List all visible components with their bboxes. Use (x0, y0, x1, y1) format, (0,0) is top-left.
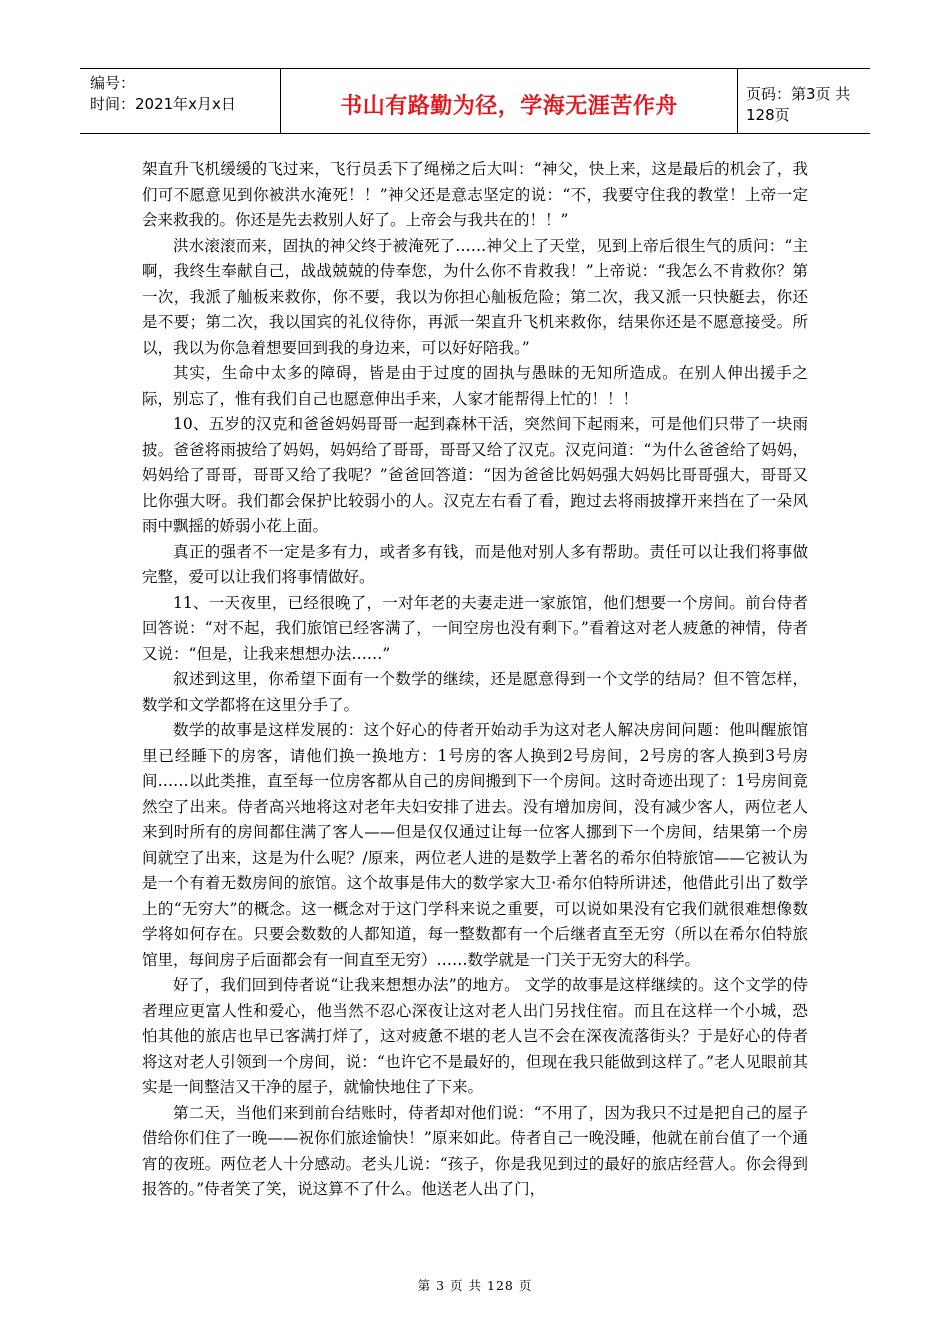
document-body (142, 157, 808, 1203)
date-label: 时间：2021年x月x日 (90, 95, 236, 113)
paragraph: 真正的强者不一定是多有力，或者多有钱，而是他对别人多有帮助。责任可以让我们将事做完整，爱可以让我们将事情做好。 (142, 542, 808, 586)
paragraph: 10、五岁的汉克和爸爸妈妈哥哥一起到森林干活，突然间下起雨来，可是他们只带了一块雨披。爸爸将雨披给了妈妈，妈妈给了哥哥，哥哥又给了汉克。汉克问道：“为什么爸爸给了妈妈，妈妈给了哥哥，哥哥又给了我呢？”爸爸回答道：“因为爸爸比妈妈强大妈妈比哥哥强大，哥哥又比你强大呀。我们都会保护比较弱小的人。汉克左右看了看，跑过去将雨披撑开来挡在了一朵风雨中飘摇的娇弱小花上面。 (142, 415, 808, 535)
paragraph: 11、一天夜里，已经很晚了，一对年老的夫妻走进一家旅馆，他们想要一个房间。前台侍者回答说：“对不起，我们旅馆已经客满了，一间空房也没有剩下。”看着这对老人疲惫的神情，侍者又说：“但是，让我来想想办法……” (142, 593, 808, 663)
page-header (80, 68, 870, 134)
page-info: 页码：第3页 共128页 (746, 85, 851, 124)
paragraph: 第二天，当他们来到前台结账时，侍者却对他们说：“不用了，因为我只不过是把自己的屋子借给你们住了一晚——祝你们旅途愉快！”原来如此。侍者自己一晚没睡，他就在前台值了一个通宵的夜班。两位老人十分感动。老头儿说：“孩子，你是我见到过的最好的旅店经营人。你会得到报答的。”侍者笑了笑，说这算不了什么。他送老人出了门， (142, 1103, 808, 1198)
page-footer: 第 3 页 共 128 页 (417, 1278, 533, 1293)
header-meta-cell (80, 69, 281, 133)
paragraph: 洪水滚滚而来，固执的神父终于被淹死了……神父上了天堂，见到上帝后很生气的质问：“主啊，我终生奉献自己，战战兢兢的侍奉您，为什么你不肯救我！”上帝说：“我怎么不肯救你？第一次，我派了舢板来救你，你不要，我以为你担心舢板危险；第二次，我又派一只快艇去，你还是不要；第二次，我以国宾的礼仪待你，再派一架直升飞机来救你，结果你还是不愿意接受。所以，我以为你急着想要回到我的身边来，可以好好陪我。” (142, 236, 808, 357)
motto: 书山有路勤为径，学海无涯苦作舟 (340, 93, 678, 119)
paragraph: 其实，生命中太多的障碍，皆是由于过度的固执与愚昧的无知所造成。在别人伸出援手之际，别忘了，惟有我们自己也愿意伸出手来，人家才能帮得上忙的！！！ (142, 364, 808, 408)
paragraph: 架直升飞机缓缓的飞过来，飞行员丢下了绳梯之后大叫：“神父，快上来，这是最后的机会了，我们可不愿意见到你被洪水淹死！！”神父还是意志坚定的说：“不，我要守住我的教堂！上帝一定会来救我的。你还是先去救别人好了。上帝会与我共在的！！” (142, 160, 808, 229)
header-motto-cell (281, 69, 738, 133)
header-page-cell (738, 69, 870, 133)
paragraph: 好了，我们回到侍者说“让我来想想办法”的地方。 文学的故事是这样继续的。这个文学的侍者理应更富人性和爱心，他当然不忍心深夜让这对老人出门另找住宿。而且在这样一个小城，恐怕其他的旅店也早已客满打烊了，这对疲惫不堪的老人岂不会在深夜流落街头？于是好心的侍者将这对老人引领到一个房间，说：“也许它不是最好的，但现在我只能做到这样了。”老人见眼前其实是一间整洁又干净的屋子，就愉快地住了下来。 (142, 976, 808, 1096)
paragraph: 数学的故事是这样发展的：这个好心的侍者开始动手为这对老人解决房间问题：他叫醒旅馆里已经睡下的房客，请他们换一换地方：1号房的客人换到2号房间，2号房的客人换到3号房间……以此类推，直至每一位房客都从自己的房间搬到下一个房间。这时奇迹出现了：1号房间竟然空了出来。侍者高兴地将这对老年夫妇安排了进去。没有增加房间，没有减少客人，两位老人来到时所有的房间都住满了客人——但是仅仅通过让每一位客人挪到下一个房间，结果第一个房间就空了出来，这是为什么呢？/原来，两位老人进的是数学上著名的希尔伯特旅馆——它被认为是一个有着无数房间的旅馆。这个故事是伟大的数学家大卫·希尔伯特所讲述，他借此引出了数学上的“无穷大”的概念。这一概念对于这门学科来说之重要，可以说如果没有它我们就很难想像数学将如何存在。只要会数数的人都知道，每一整数都有一个后继者直至无穷（所以在希尔伯特旅馆里，每间房子后面都会有一间直至无穷）……数学就是一门关于无穷大的科学。 (142, 721, 808, 969)
code-label: 编号： (90, 74, 136, 92)
paragraph: 叙述到这里，你希望下面有一个数学的继续，还是愿意得到一个文学的结局？但不管怎样，数学和文学都将在这里分手了。 (142, 670, 808, 714)
